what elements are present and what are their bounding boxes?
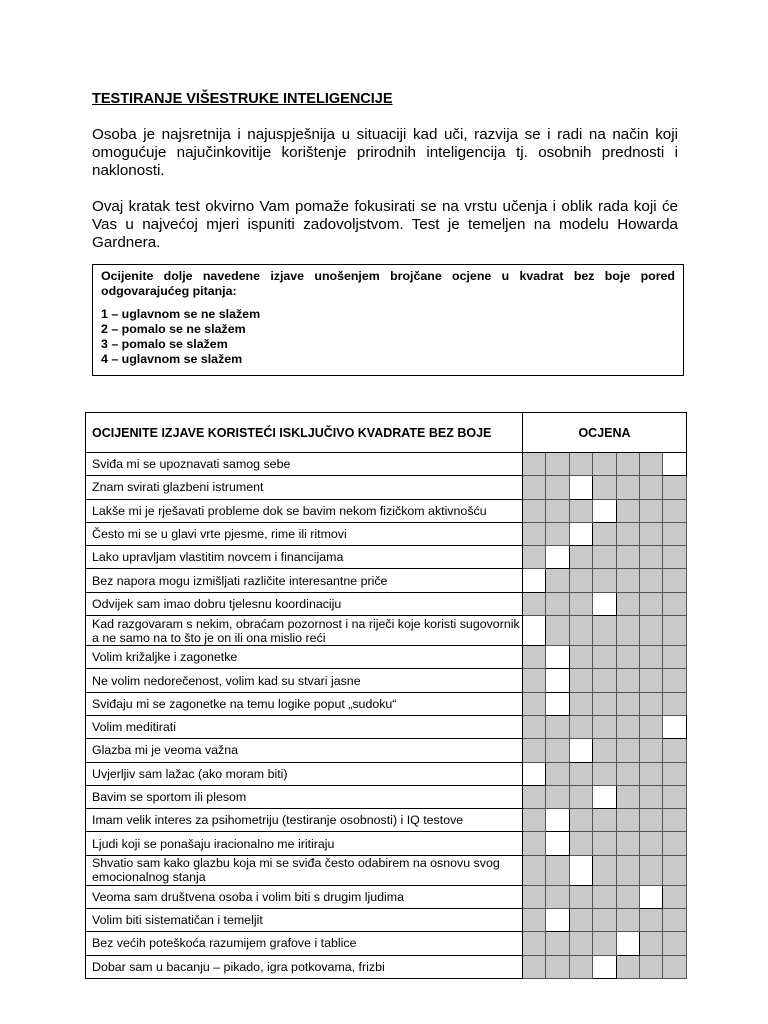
rating-table xyxy=(85,412,687,979)
shaded-cell xyxy=(639,616,662,646)
rating-input-cell[interactable] xyxy=(663,715,687,738)
shaded-cell xyxy=(569,592,592,615)
shaded-cell xyxy=(569,715,592,738)
statement-text: Bez većih poteškoća razumijem grafove i tablice xyxy=(86,932,523,955)
shaded-cell xyxy=(593,616,616,646)
shaded-cell xyxy=(639,646,662,669)
shaded-cell xyxy=(569,546,592,569)
shaded-cell xyxy=(639,569,662,592)
shaded-cell xyxy=(663,692,687,715)
shaded-cell xyxy=(663,885,687,908)
shaded-cell xyxy=(523,646,546,669)
shaded-cell xyxy=(616,646,639,669)
instructions-box xyxy=(92,264,684,376)
table-row xyxy=(86,569,687,592)
statement-text: Bez napora mogu izmišljati različite interesantne priče xyxy=(86,569,523,592)
rating-input-cell[interactable] xyxy=(569,476,592,499)
statement-text: Imam velik interes za psihometriju (testiranje osobnosti) i IQ testove xyxy=(86,809,523,832)
statement-text: Lako upravljam vlastitim novcem i financijama xyxy=(86,546,523,569)
rating-input-cell[interactable] xyxy=(569,522,592,545)
statement-text: Uvjerljiv sam lažac (ako moram biti) xyxy=(86,762,523,785)
scale-item-4: 4 – uglavnom se slažem xyxy=(101,352,243,366)
rating-input-cell[interactable] xyxy=(593,592,616,615)
shaded-cell xyxy=(639,669,662,692)
statement-text: Kad razgovaram s nekim, obraćam pozornost i na riječi koje koristi sugovornik a ne samo na to što je on ili ona mislio reći xyxy=(86,616,523,646)
shaded-cell xyxy=(663,855,687,885)
statement-text: Shvatio sam kako glazbu koja mi se sviđa često odabirem na osnovu svog emocionalnog stanja xyxy=(86,855,523,885)
shaded-cell xyxy=(616,522,639,545)
shaded-cell xyxy=(569,499,592,522)
shaded-cell xyxy=(569,569,592,592)
shaded-cell xyxy=(523,499,546,522)
shaded-cell xyxy=(593,932,616,955)
shaded-cell xyxy=(616,909,639,932)
shaded-cell xyxy=(569,616,592,646)
rating-input-cell[interactable] xyxy=(523,616,546,646)
shaded-cell xyxy=(593,855,616,885)
shaded-cell xyxy=(616,669,639,692)
shaded-cell xyxy=(663,932,687,955)
shaded-cell xyxy=(616,762,639,785)
shaded-cell xyxy=(593,546,616,569)
table-row xyxy=(86,592,687,615)
shaded-cell xyxy=(639,692,662,715)
shaded-cell xyxy=(663,646,687,669)
table-row xyxy=(86,476,687,499)
shaded-cell xyxy=(616,832,639,855)
shaded-cell xyxy=(616,546,639,569)
shaded-cell xyxy=(523,932,546,955)
shaded-cell xyxy=(593,762,616,785)
table-row xyxy=(86,739,687,762)
rating-input-cell[interactable] xyxy=(569,855,592,885)
shaded-cell xyxy=(593,646,616,669)
shaded-cell xyxy=(523,909,546,932)
rating-input-cell[interactable] xyxy=(593,785,616,808)
table-row xyxy=(86,616,687,646)
shaded-cell xyxy=(523,855,546,885)
rating-input-cell[interactable] xyxy=(546,669,569,692)
shaded-cell xyxy=(616,616,639,646)
shaded-cell xyxy=(523,453,546,476)
shaded-cell xyxy=(546,955,569,978)
shaded-cell xyxy=(546,499,569,522)
shaded-cell xyxy=(663,522,687,545)
rating-input-cell[interactable] xyxy=(639,885,662,908)
shaded-cell xyxy=(569,785,592,808)
shaded-cell xyxy=(569,932,592,955)
shaded-cell xyxy=(546,453,569,476)
scale-item-3: 3 – pomalo se slažem xyxy=(101,337,228,351)
rating-input-cell[interactable] xyxy=(523,569,546,592)
statement-text: Sviđa mi se upoznavati samog sebe xyxy=(86,453,523,476)
shaded-cell xyxy=(639,499,662,522)
scale-item-1: 1 – uglavnom se ne slažem xyxy=(101,307,261,321)
rating-input-cell[interactable] xyxy=(616,932,639,955)
shaded-cell xyxy=(616,592,639,615)
instructions-lead: Ocijenite dolje navedene izjave unošenjem brojčane ocjene u kvadrat bez boje pored odgovarajućeg pitanja: xyxy=(101,269,675,298)
shaded-cell xyxy=(616,809,639,832)
shaded-cell xyxy=(639,785,662,808)
table-row xyxy=(86,762,687,785)
shaded-cell xyxy=(663,476,687,499)
page-title: TESTIRANJE VIŠESTRUKE INTELIGENCIJE xyxy=(92,91,393,107)
statement-text: Odvijek sam imao dobru tjelesnu koordinaciju xyxy=(86,592,523,615)
table-row xyxy=(86,832,687,855)
shaded-cell xyxy=(663,955,687,978)
shaded-cell xyxy=(639,453,662,476)
shaded-cell xyxy=(639,592,662,615)
scale-item-2: 2 – pomalo se ne slažem xyxy=(101,322,246,336)
shaded-cell xyxy=(639,546,662,569)
table-row xyxy=(86,932,687,955)
shaded-cell xyxy=(523,592,546,615)
table-row xyxy=(86,453,687,476)
table-row xyxy=(86,692,687,715)
shaded-cell xyxy=(639,932,662,955)
rating-input-cell[interactable] xyxy=(593,499,616,522)
shaded-cell xyxy=(546,739,569,762)
shaded-cell xyxy=(523,692,546,715)
shaded-cell xyxy=(546,885,569,908)
shaded-cell xyxy=(639,809,662,832)
intro-paragraph-1: Osoba je najsretnija i najuspješnija u situaciji kad uči, razvija se i radi na način koji omogućuje najučinkovitije korištenje prirodnih inteligencija tj. osobnih prednosti i naklonosti. xyxy=(92,126,678,179)
shaded-cell xyxy=(593,476,616,499)
shaded-cell xyxy=(663,569,687,592)
statement-text: Dobar sam u bacanju – pikado, igra potkovama, frizbi xyxy=(86,955,523,978)
shaded-cell xyxy=(523,739,546,762)
rating-input-cell[interactable] xyxy=(546,832,569,855)
rating-input-cell[interactable] xyxy=(546,809,569,832)
shaded-cell xyxy=(593,885,616,908)
shaded-cell xyxy=(639,522,662,545)
shaded-cell xyxy=(663,785,687,808)
shaded-cell xyxy=(616,955,639,978)
rating-input-cell[interactable] xyxy=(569,739,592,762)
shaded-cell xyxy=(523,885,546,908)
shaded-cell xyxy=(663,809,687,832)
shaded-cell xyxy=(663,909,687,932)
rating-input-cell[interactable] xyxy=(546,546,569,569)
shaded-cell xyxy=(616,453,639,476)
shaded-cell xyxy=(616,785,639,808)
table-row xyxy=(86,785,687,808)
shaded-cell xyxy=(546,569,569,592)
shaded-cell xyxy=(663,739,687,762)
shaded-cell xyxy=(523,546,546,569)
table-row xyxy=(86,909,687,932)
table-row xyxy=(86,669,687,692)
shaded-cell xyxy=(593,739,616,762)
shaded-cell xyxy=(639,715,662,738)
shaded-cell xyxy=(523,785,546,808)
statement-text: Često mi se u glavi vrte pjesme, rime ili ritmovi xyxy=(86,522,523,545)
shaded-cell xyxy=(569,646,592,669)
shaded-cell xyxy=(639,739,662,762)
table-row xyxy=(86,885,687,908)
shaded-cell xyxy=(569,955,592,978)
shaded-cell xyxy=(616,569,639,592)
rating-header: OCJENA xyxy=(523,413,687,453)
statement-text: Ne volim nedorečenost, volim kad su stvari jasne xyxy=(86,669,523,692)
statement-text: Glazba mi je veoma važna xyxy=(86,739,523,762)
shaded-cell xyxy=(569,885,592,908)
shaded-cell xyxy=(569,909,592,932)
table-row xyxy=(86,855,687,885)
shaded-cell xyxy=(663,616,687,646)
rating-input-cell[interactable] xyxy=(663,453,687,476)
shaded-cell xyxy=(569,762,592,785)
table-row xyxy=(86,499,687,522)
table-row xyxy=(86,646,687,669)
shaded-cell xyxy=(663,669,687,692)
shaded-cell xyxy=(639,832,662,855)
statement-text: Volim biti sistematičan i temeljit xyxy=(86,909,523,932)
shaded-cell xyxy=(639,762,662,785)
statement-text: Volim križaljke i zagonetke xyxy=(86,646,523,669)
rating-input-cell[interactable] xyxy=(546,646,569,669)
statement-text: Sviđaju mi se zagonetke na temu logike poput „sudoku“ xyxy=(86,692,523,715)
statement-text: Ljudi koji se ponašaju iracionalno me iritiraju xyxy=(86,832,523,855)
shaded-cell xyxy=(546,616,569,646)
shaded-cell xyxy=(593,715,616,738)
shaded-cell xyxy=(593,909,616,932)
rating-input-cell[interactable] xyxy=(546,909,569,932)
shaded-cell xyxy=(663,546,687,569)
statement-text: Znam svirati glazbeni istrument xyxy=(86,476,523,499)
shaded-cell xyxy=(593,569,616,592)
shaded-cell xyxy=(639,476,662,499)
rating-input-cell[interactable] xyxy=(546,692,569,715)
statements-header: OCIJENITE IZJAVE KORISTEĆI ISKLJUČIVO KVADRATE BEZ BOJE xyxy=(86,413,523,453)
shaded-cell xyxy=(616,476,639,499)
shaded-cell xyxy=(616,855,639,885)
shaded-cell xyxy=(546,762,569,785)
rating-input-cell[interactable] xyxy=(523,762,546,785)
shaded-cell xyxy=(663,592,687,615)
statement-text: Lakše mi je rješavati probleme dok se bavim nekom fizičkom aktivnošću xyxy=(86,499,523,522)
table-row xyxy=(86,715,687,738)
shaded-cell xyxy=(523,669,546,692)
shaded-cell xyxy=(523,522,546,545)
shaded-cell xyxy=(593,692,616,715)
rating-scale xyxy=(101,307,675,367)
shaded-cell xyxy=(523,476,546,499)
shaded-cell xyxy=(569,669,592,692)
shaded-cell xyxy=(593,522,616,545)
shaded-cell xyxy=(546,715,569,738)
shaded-cell xyxy=(616,715,639,738)
shaded-cell xyxy=(523,955,546,978)
rating-input-cell[interactable] xyxy=(593,955,616,978)
shaded-cell xyxy=(523,809,546,832)
shaded-cell xyxy=(616,739,639,762)
table-header xyxy=(86,413,687,453)
intro-paragraph-2: Ovaj kratak test okvirno Vam pomaže fokusirati se na vrstu učenja i oblik rada koji će Vas u najvećoj mjeri ispuniti zadovoljstvom. Test je temeljen na modelu Howarda Gardnera. xyxy=(92,198,678,251)
table-row xyxy=(86,809,687,832)
table-row xyxy=(86,546,687,569)
shaded-cell xyxy=(593,832,616,855)
shaded-cell xyxy=(569,453,592,476)
shaded-cell xyxy=(593,809,616,832)
shaded-cell xyxy=(593,669,616,692)
statement-text: Volim meditirati xyxy=(86,715,523,738)
shaded-cell xyxy=(546,855,569,885)
shaded-cell xyxy=(616,885,639,908)
shaded-cell xyxy=(546,932,569,955)
shaded-cell xyxy=(546,476,569,499)
shaded-cell xyxy=(616,692,639,715)
table-row xyxy=(86,955,687,978)
shaded-cell xyxy=(663,762,687,785)
shaded-cell xyxy=(546,522,569,545)
shaded-cell xyxy=(523,832,546,855)
statement-text: Veoma sam društvena osoba i volim biti s drugim ljudima xyxy=(86,885,523,908)
shaded-cell xyxy=(639,855,662,885)
shaded-cell xyxy=(663,499,687,522)
shaded-cell xyxy=(616,499,639,522)
shaded-cell xyxy=(663,832,687,855)
statement-text: Bavim se sportom ili plesom xyxy=(86,785,523,808)
shaded-cell xyxy=(639,909,662,932)
shaded-cell xyxy=(546,785,569,808)
shaded-cell xyxy=(546,592,569,615)
shaded-cell xyxy=(593,453,616,476)
shaded-cell xyxy=(639,955,662,978)
shaded-cell xyxy=(569,692,592,715)
shaded-cell xyxy=(569,832,592,855)
table-row xyxy=(86,522,687,545)
shaded-cell xyxy=(569,809,592,832)
shaded-cell xyxy=(523,715,546,738)
